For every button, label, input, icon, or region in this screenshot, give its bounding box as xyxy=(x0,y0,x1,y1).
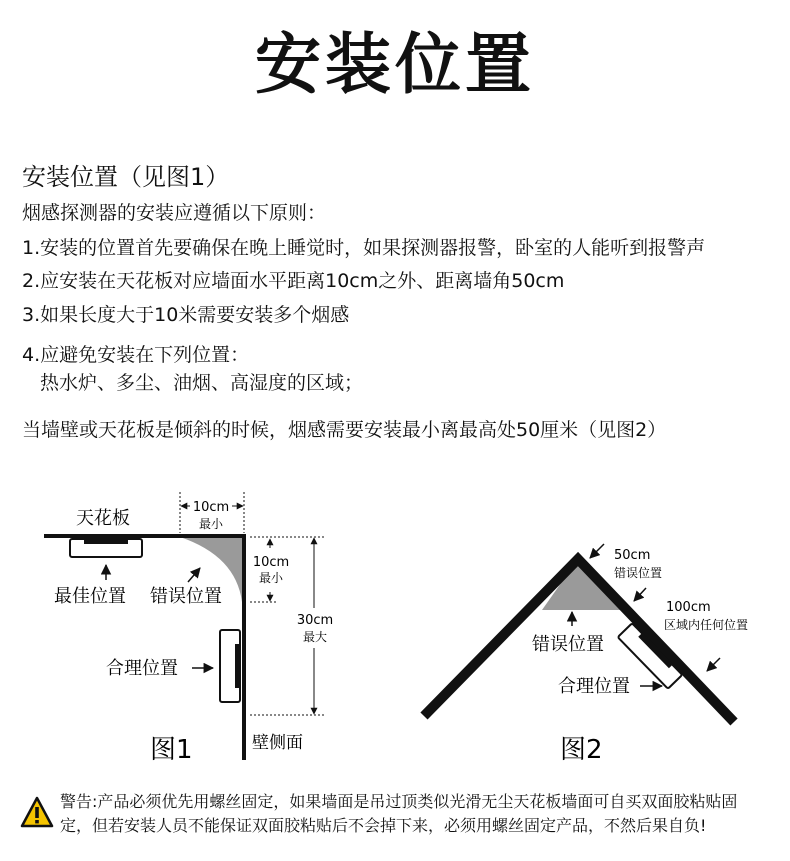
rule-4: 4.应避免安装在下列位置： xyxy=(22,344,250,366)
apex-arrow xyxy=(590,544,604,558)
dim-range-note: 区域内任何位置 xyxy=(664,618,749,632)
wrong-label: 错误位置 xyxy=(150,586,222,607)
dim-wall-note: 最大 xyxy=(302,630,328,644)
dim-apex-note: 错误位置 xyxy=(614,566,663,580)
ceiling-label: 天花板 xyxy=(76,508,130,529)
warning-line-2: 定，但若安装人员不能保证双面胶粘贴后不会掉下来，必须用螺丝固定产品，不然后果自负! xyxy=(60,816,707,835)
ok-label: 合理位置 xyxy=(106,658,178,679)
dim-top-value: 10cm xyxy=(192,500,230,515)
installation-diagram xyxy=(0,470,790,790)
slope-note: 当墙壁或天花板是倾斜的时候，烟感需要安装最小离最高处50厘米（见图2） xyxy=(22,419,667,441)
dim-range-value: 100cm xyxy=(666,600,711,615)
figure-2 xyxy=(424,544,748,765)
wall-label: 壁侧面 xyxy=(252,733,303,753)
wall-detector-base xyxy=(235,644,240,688)
warning-text xyxy=(60,790,780,838)
dim-top-note: 最小 xyxy=(198,517,224,531)
dim-side-note: 最小 xyxy=(258,571,284,585)
ceiling-detector-base xyxy=(84,539,128,544)
dim-apex-value: 50cm xyxy=(614,548,651,563)
ok-label: 合理位置 xyxy=(558,676,630,697)
rule-2: 2.应安装在天花板对应墙面水平距离10cm之外、距离墙角50cm xyxy=(22,270,565,292)
warning-triangle-icon xyxy=(20,796,54,828)
dim-wall-value: 30cm xyxy=(296,613,334,628)
range-arrow-bottom xyxy=(707,658,720,671)
best-label: 最佳位置 xyxy=(54,586,126,607)
intro-text: 烟感探测器的安装应遵循以下原则： xyxy=(22,202,327,224)
wrong-arrow xyxy=(188,568,200,582)
section-heading: 安装位置（见图1） xyxy=(22,163,230,191)
dim-side-value: 10cm xyxy=(252,555,290,570)
wrong-label: 错误位置 xyxy=(532,634,604,655)
figure-1 xyxy=(44,492,333,765)
rule-1: 1.安装的位置首先要确保在晚上睡觉时，如果探测器报警，卧室的人能听到报警声 xyxy=(22,237,706,259)
page-title: 安装位置 xyxy=(255,26,535,103)
figure-2-caption: 图2 xyxy=(560,735,603,765)
figure-1-caption: 图1 xyxy=(150,735,193,765)
rule-3: 3.如果长度大于10米需要安装多个烟感 xyxy=(22,304,350,326)
avoid-list: 热水炉、多尘、油烟、高湿度的区域； xyxy=(40,372,364,394)
warning-line-1: 警告:产品必须优先用螺丝固定，如果墙面是吊过顶类似光滑无尘天花板墙面可自买双面胶粘贴固 xyxy=(60,792,738,811)
range-arrow-top xyxy=(634,588,646,601)
